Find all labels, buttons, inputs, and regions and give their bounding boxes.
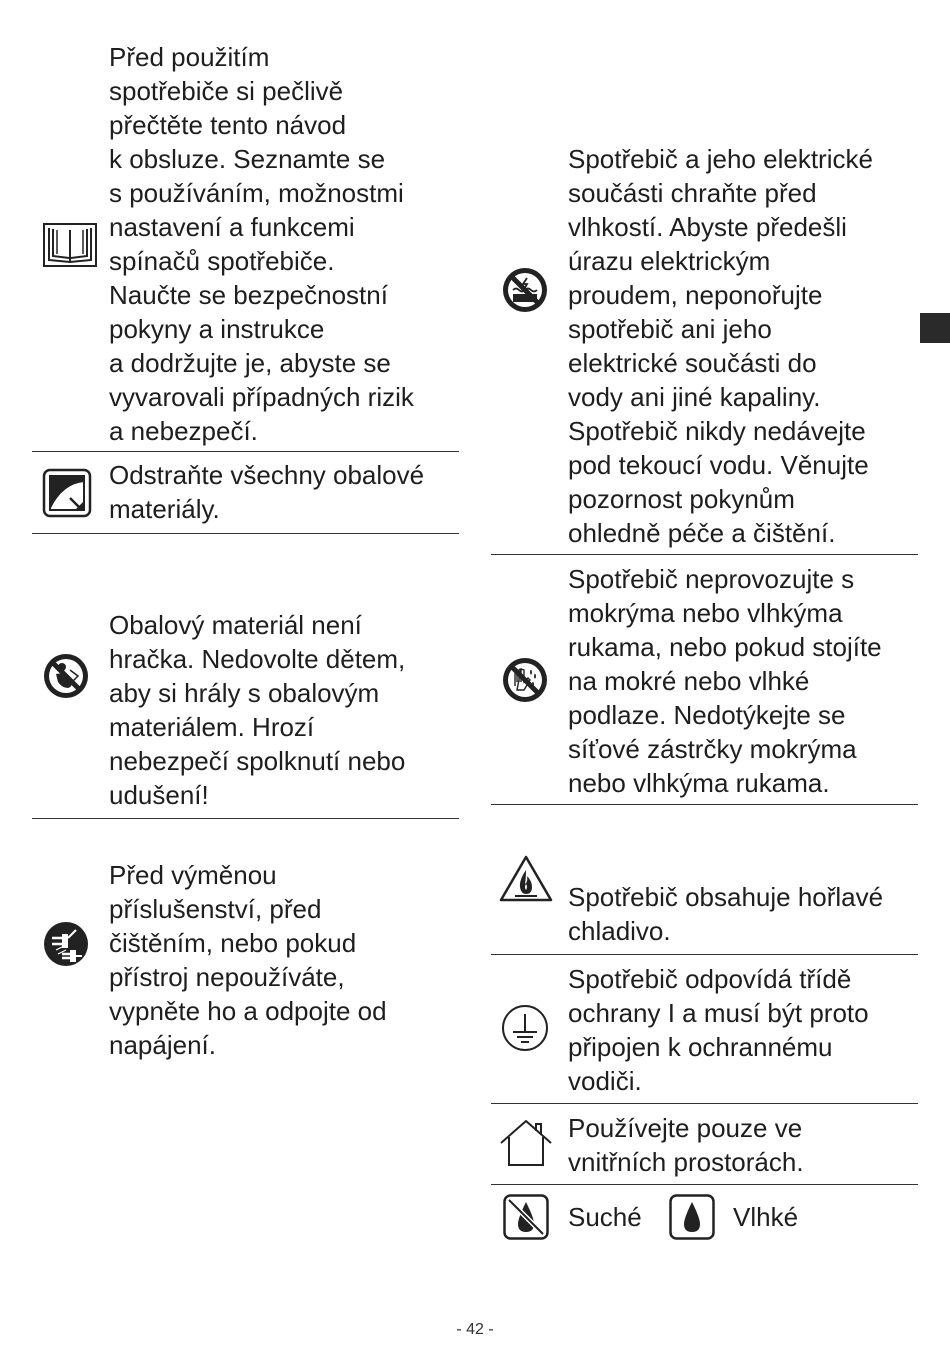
no-water-icon xyxy=(501,266,549,314)
unplug-text: Před výměnou příslušenství, před čištěním, nebo pokud přístroj nepoužíváte, vypněte ho a odpojte od napájení. xyxy=(109,860,387,1060)
unplug-icon xyxy=(42,920,90,968)
no-child-play-icon xyxy=(42,652,90,700)
book-icon xyxy=(42,220,98,270)
remove-packaging-text: Odstraňte všechny obalové materiály. xyxy=(109,460,425,524)
dry-label: Suché xyxy=(568,1202,642,1232)
indoor-use-item xyxy=(491,1111,918,1181)
divider xyxy=(491,954,918,955)
packaging-not-toy-text: Obalový materiál není hračka. Nedovolte dětem, aby si hrály s obalovým materiálem. Hrozí nebezpečí spolknutí nebo udušení! xyxy=(109,610,406,810)
divider xyxy=(491,1103,918,1104)
wet-drop-icon xyxy=(669,1194,715,1240)
read-manual-text: Před použitím spotřebiče si pečlivě přečtěte tento návod k obsluze. Seznamte se s používáním, možnostmi nastavení a funkcemi spínačů spotřebiče. Naučte se bezpečnostní pokyny a instrukce a dodržujte je, abyste se vyvarovali případných rizik a nebezpečí. xyxy=(109,42,414,446)
section-tab-marker xyxy=(920,313,950,343)
dry-drop-icon xyxy=(503,1194,549,1240)
divider xyxy=(491,1184,918,1185)
indoor-use-text: Používejte pouze ve vnitřních prostorách. xyxy=(568,1113,804,1177)
divider xyxy=(491,804,918,805)
protection-class-text: Spotřebič odpovídá třídě ochrany I a musí být proto připojen k ochrannému vodiči. xyxy=(568,964,869,1096)
unplug-item xyxy=(32,858,459,1068)
remove-packaging-icon xyxy=(42,468,92,518)
packaging-not-toy-item xyxy=(32,608,459,818)
wet-label: Vlhké xyxy=(733,1202,799,1232)
divider xyxy=(32,533,459,534)
read-manual-item xyxy=(32,40,459,450)
flammable-item xyxy=(491,850,918,950)
remove-packaging-item xyxy=(32,458,459,532)
wet-hands-item xyxy=(491,562,918,802)
flammable-text: Spotřebič obsahuje hořlavé chladivo. xyxy=(568,882,884,946)
flammable-warning-icon xyxy=(499,854,553,902)
divider xyxy=(491,554,918,555)
no-water-text: Spotřebič a jeho elektrické součásti chraňte před vlhkostí. Abyste předešli úrazu elektrickým proudem, neponořujte spotřebič ani jeho elektrické součásti do vody ani jiné kapaliny. Spotřebič nikdy nedávejte pod tekoucí vodu. Věnujte pozornost pokynům ohledně péče a čištění. xyxy=(568,144,873,548)
no-wet-hands-icon xyxy=(501,656,549,704)
no-water-item xyxy=(491,142,918,552)
dry-wet-legend xyxy=(491,1194,918,1242)
indoor-use-icon xyxy=(499,1119,553,1167)
divider xyxy=(32,818,459,819)
page-number: - 42 - xyxy=(456,1321,494,1338)
protective-earth-icon xyxy=(501,1004,549,1052)
protection-class-item xyxy=(491,962,918,1102)
divider xyxy=(32,451,459,452)
wet-hands-text: Spotřebič neprovozujte s mokrýma nebo vlhkýma rukama, nebo pokud stojíte na mokré nebo vlhké podlaze. Nedotýkejte se síťové zástrčky mokrýma nebo vlhkýma rukama. xyxy=(568,564,882,798)
